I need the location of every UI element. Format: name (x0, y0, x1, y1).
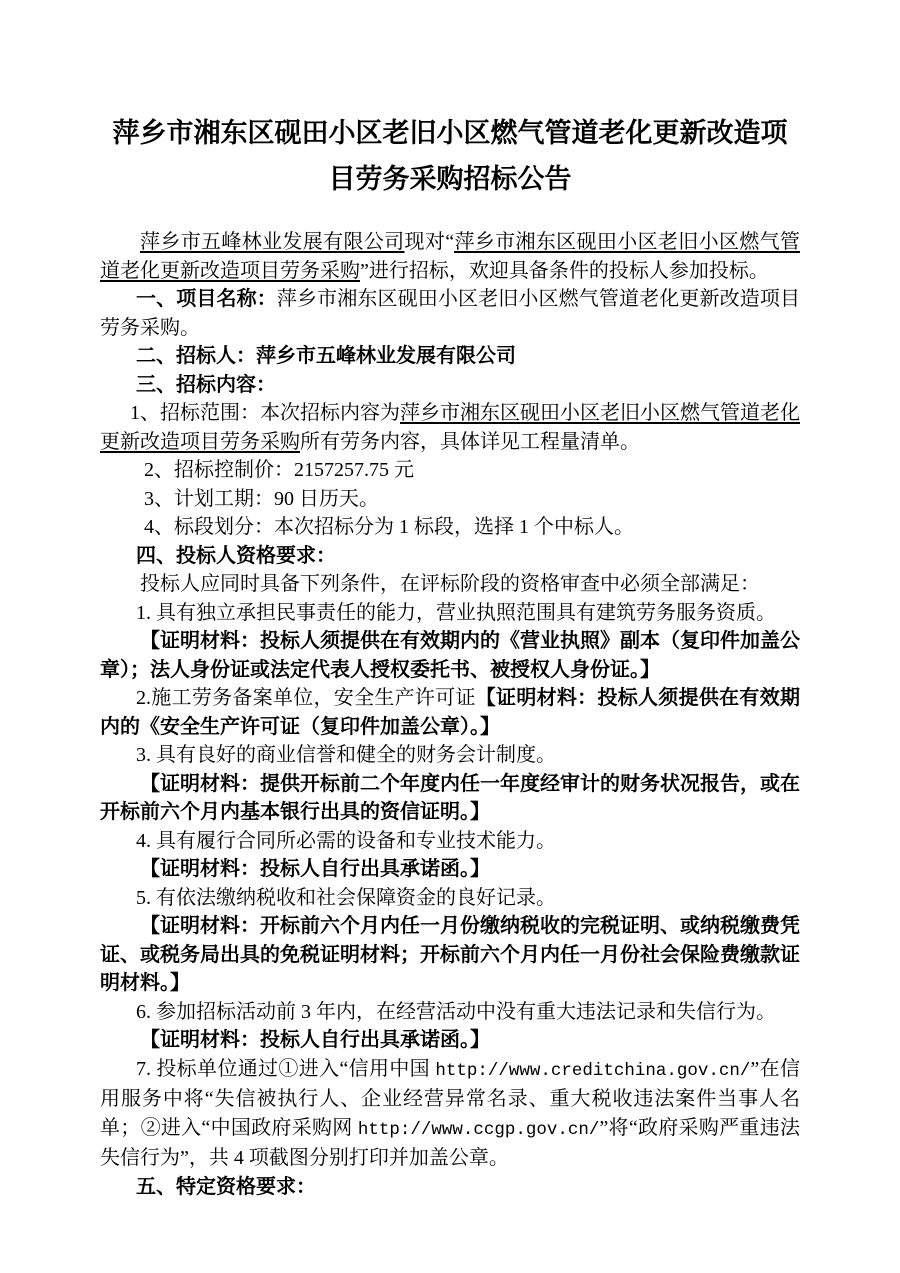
creditchina-url-text: http://www.creditchina.gov.cn/ (435, 1060, 751, 1081)
qual-item-6-proof: 【证明材料：投标人自行出具承诺函。】 (140, 1029, 490, 1051)
qual-item-7-mid: ”在信用服务中将“失信被执行人、企业经营异常名录、重大税收违法案件当事人名单；②进入“中国政府采购网 (100, 1057, 800, 1139)
qual-item-1-proof: 【证明材料：投标人须提供在有效期内的《营业执照》副本（复印件加盖公章）；法人身份证或法定代表人授权委托书、被授权人身份证。】 (100, 630, 800, 681)
qual-item-5-proof: 【证明材料：开标前六个月内任一月份缴纳税收的完税证明、或纳税缴费凭证、或税务局出具的免税证明材料；开标前六个月内任一月份社会保险费缴款证明材料。】 (100, 915, 800, 994)
qualification-heading: 四、投标人资格要求： (136, 544, 336, 567)
qual-item-7-tail: ”将“政府采购严重违法失信行为”，共 4 项截图分别打印并加盖公章。 (100, 1116, 800, 1169)
intro-tail-text: ”进行招标，欢迎具备条件的投标人参加投标。 (360, 259, 769, 282)
qual-item-2 (100, 684, 800, 741)
work-period-item: 3、计划工期：90 日历天。 (144, 487, 379, 510)
ccgp-url-text: http://www.ccgp.gov.cn/ (357, 1119, 600, 1140)
qual-item-4-proof: 【证明材料：投标人自行出具承诺函。】 (140, 858, 490, 880)
qual-item-1: 1. 具有独立承担民事责任的能力，营业执照范围具有建筑劳务服务资质。 (136, 601, 776, 624)
qual-item-7 (100, 1055, 800, 1173)
qual-item-7-pre: 7. 投标单位通过①进入“信用中国 (136, 1057, 436, 1080)
qual-item-6: 6. 参加招标活动前 3 年内，在经营活动中没有重大违法记录和失信行为。 (136, 1000, 776, 1023)
section1-text: 萍乡市湘东区砚田小区老旧小区燃气管道老化更新改造项目劳务采购。 (100, 288, 800, 339)
section1-heading-label: 一、项目名称： (136, 288, 277, 310)
qualification-lead: 投标人应同时具备下列条件，在评标阶段的资格审查中必须全部满足： (140, 573, 760, 595)
qual-item-3-proof: 【证明材料：提供开标前二个年度内任一年度经审计的财务状况报告，或在开标前六个月内基本银行出具的资信证明。】 (100, 772, 800, 823)
bid-section-item: 4、标段划分：本次招标分为 1 标段，选择 1 个中标人。 (144, 516, 634, 538)
section-tender-content-heading: 三、招标内容： (136, 373, 276, 396)
scope-pre-text: 1、招标范围：本次招标内容为 (130, 402, 400, 424)
intro-paragraph (100, 228, 800, 285)
control-price-item: 2、招标控制价：2157257.75 元 (144, 459, 414, 481)
intro-mid-text: 现对“ (404, 231, 455, 253)
qual-item-5: 5. 有依法缴纳税收和社会保障资金的良好记录。 (136, 886, 556, 909)
qual-item-3: 3. 具有良好的商业信誉和健全的财务会计制度。 (136, 744, 556, 766)
tenderer-name-underlined: 萍乡市五峰林业发展有限公司 (140, 231, 405, 253)
qual-item-2-text: 2.施工劳务备案单位，安全生产许可证 (136, 687, 476, 709)
section-project-name (100, 285, 800, 342)
tender-scope-item (100, 399, 800, 456)
section-tenderer: 二、招标人：萍乡市五峰林业发展有限公司 (136, 345, 516, 367)
specific-qualification-heading: 五、特定资格要求： (136, 1175, 316, 1198)
scope-post-text: 所有劳务内容，具体详见工程量清单。 (300, 430, 640, 453)
project-name-underlined: 萍乡市湘东区砚田小区老旧小区燃气管道老化更新改造项目劳务采购 (100, 231, 800, 282)
scope-project-underlined: 萍乡市湘东区砚田小区老旧小区燃气管道老化更新改造项目劳务采购 (100, 402, 800, 453)
document-title: 萍乡市湘东区砚田小区老旧小区燃气管道老化更新改造项目劳务采购招标公告 (112, 118, 788, 194)
qual-item-4: 4. 具有履行合同所必需的设备和专业技术能力。 (136, 829, 556, 852)
qual-item-2-proof: 【证明材料：投标人须提供在有效期内的《安全生产许可证（复印件加盖公章）。】 (100, 687, 800, 738)
